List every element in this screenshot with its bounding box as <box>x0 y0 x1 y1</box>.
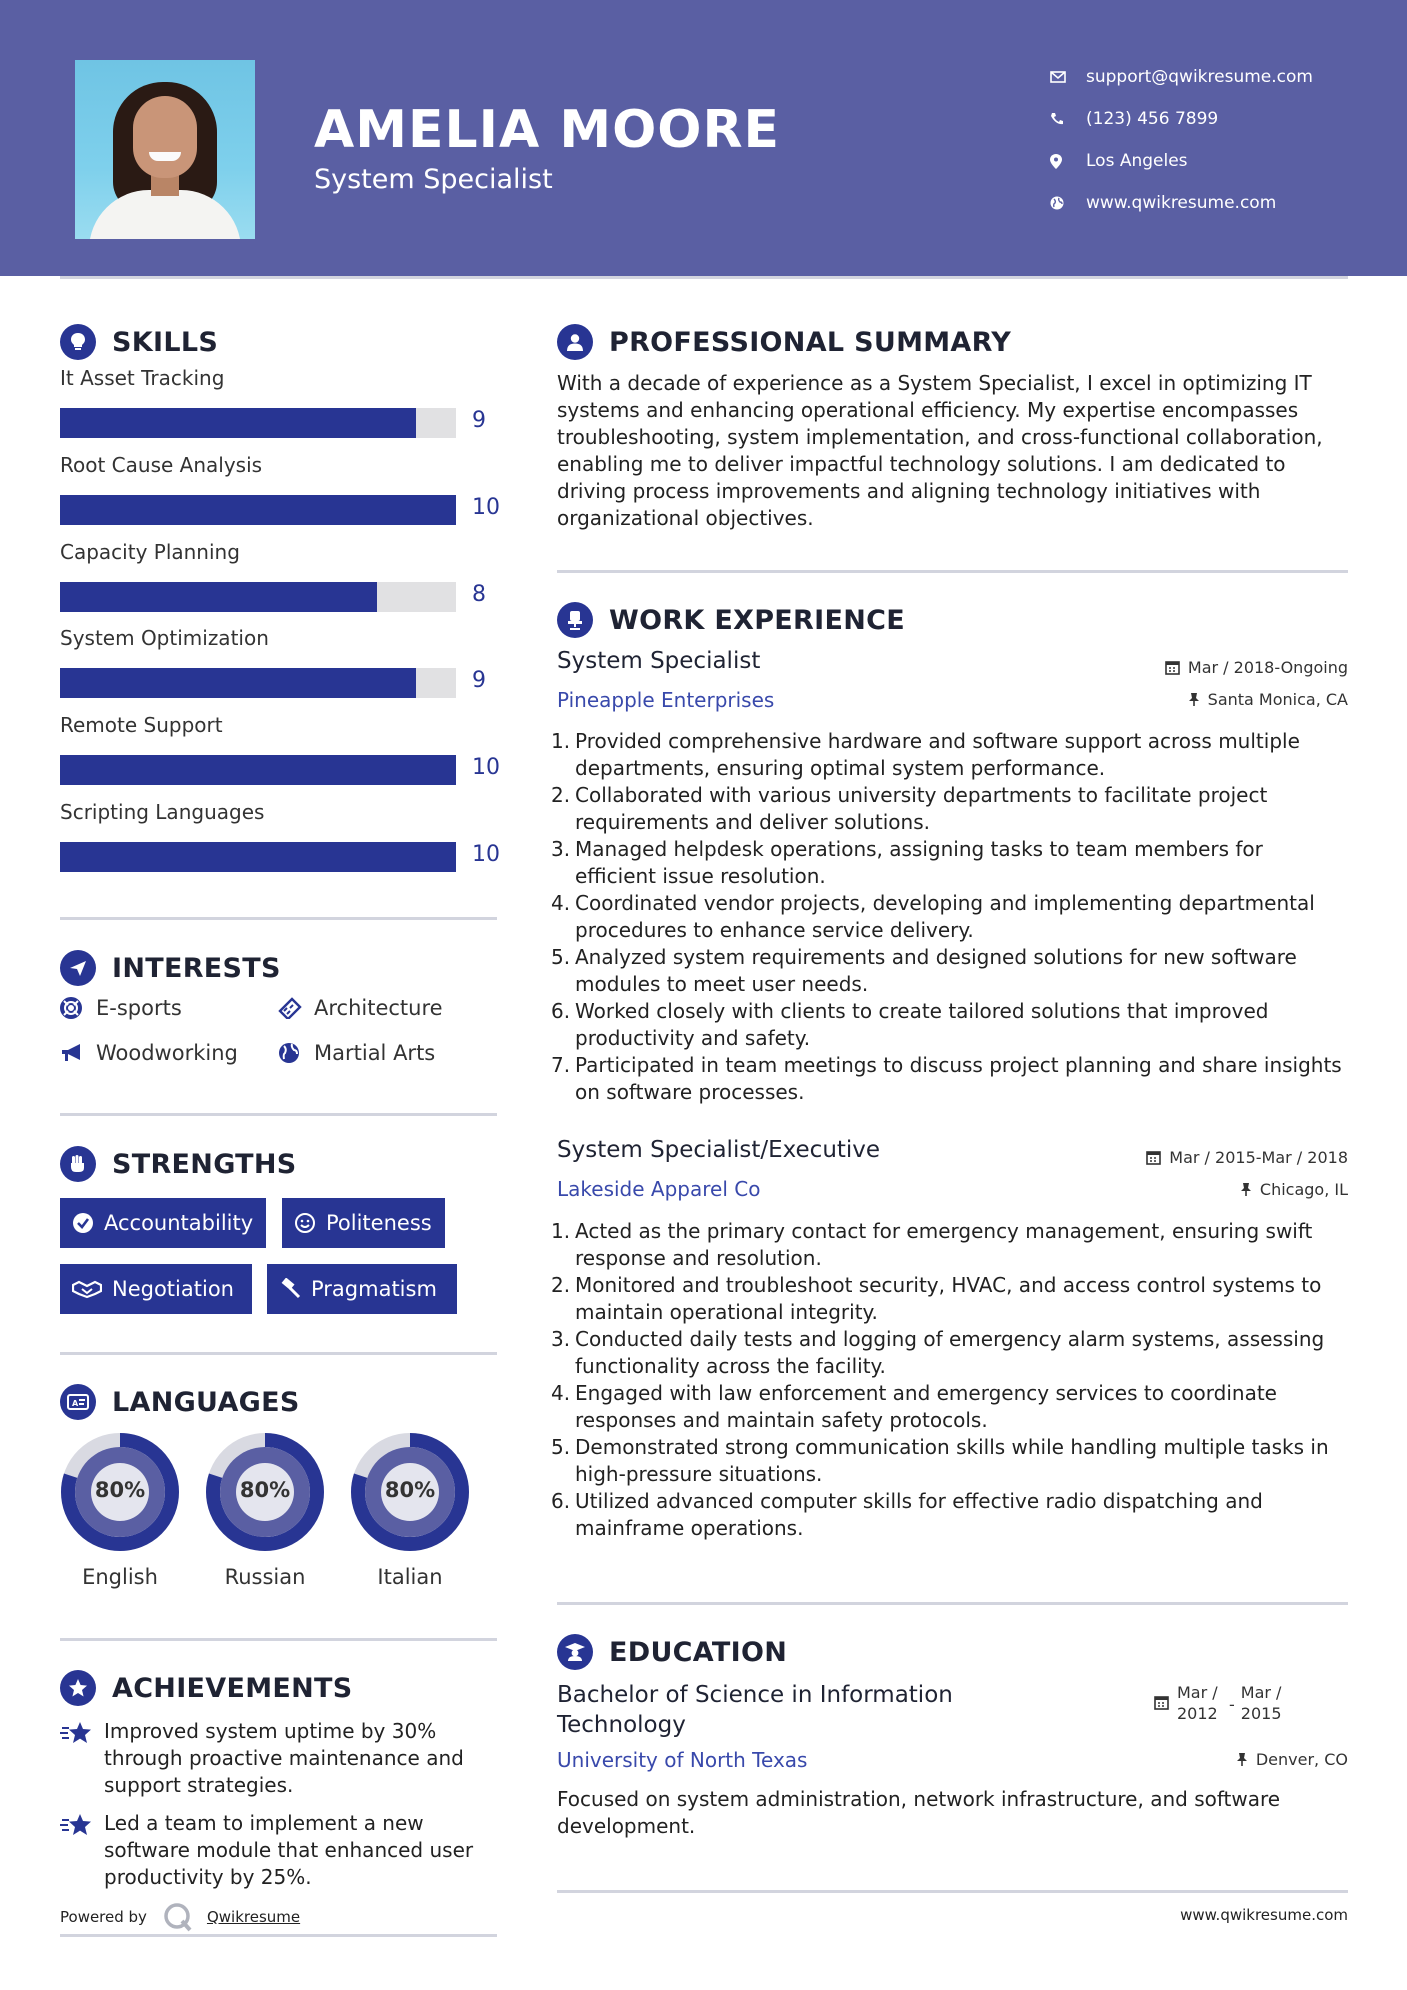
skill-bar-track <box>60 495 456 525</box>
check-circle-icon <box>72 1212 94 1234</box>
job-location: Chicago, IL <box>1240 1180 1348 1199</box>
skill-label: Capacity Planning <box>60 540 240 564</box>
language-percent: 80% <box>384 1478 436 1502</box>
duty-item: 6. Worked closely with clients to create tailored solutions that improved productivity and safety. <box>551 999 1269 1050</box>
interest-item: Architecture <box>278 996 443 1020</box>
duty-item: 3. Managed helpdesk operations, assigning tasks to team members for efficient issue resolution. <box>551 837 1263 888</box>
skill-bar-track <box>60 668 456 698</box>
skills-heading: SKILLS <box>60 324 218 360</box>
pushpin-icon <box>1236 1752 1248 1767</box>
user-icon <box>557 324 593 360</box>
duty-item: 6. Utilized advanced computer skills for effective radio dispatching and mainframe operations. <box>551 1489 1263 1540</box>
duty-item: 5. Analyzed system requirements and designed solutions for new software modules to meet user needs. <box>551 945 1297 996</box>
calendar-icon <box>1154 1682 1169 1724</box>
job-duties <box>551 1218 1348 1542</box>
languages-heading: A LANGUAGES <box>60 1384 300 1420</box>
interest-item: Woodworking <box>60 1041 238 1065</box>
languages-divider <box>60 1638 497 1641</box>
skill-bar-track <box>60 582 456 612</box>
star-badge-icon <box>60 1670 96 1706</box>
calendar-icon <box>1146 1150 1161 1165</box>
language-card-icon <box>60 1384 96 1420</box>
lightbulb-icon <box>60 324 96 360</box>
education-description: Focused on system administration, network infrastructure, and software development. <box>557 1787 1281 1838</box>
footer-url[interactable]: www.qwikresume.com <box>1180 1906 1348 1924</box>
candidate-name: AMELIA MOORE <box>314 100 781 160</box>
svg-text:A: A <box>72 1399 79 1408</box>
skill-score: 8 <box>472 582 486 607</box>
education-dates: Mar / 2012 - Mar / 2015 <box>1154 1682 1287 1724</box>
candidate-title: System Specialist <box>314 164 553 195</box>
skill-bar-fill <box>60 582 377 612</box>
summary-divider <box>557 570 1348 573</box>
language-percent: 80% <box>94 1478 146 1502</box>
job-duties <box>551 728 1348 1106</box>
contact-location <box>1050 140 1313 182</box>
strength-tag: Negotiation <box>60 1264 252 1314</box>
duty-item: 3. Conducted daily tests and logging of emergency alarm systems, assessing functionality across the facility. <box>551 1327 1325 1378</box>
skill-bar-fill <box>60 755 456 785</box>
language-ring <box>349 1431 471 1553</box>
skill-bar-track <box>60 842 456 872</box>
powered-by: Powered by Qwikresume <box>60 1902 300 1932</box>
company-name: Pineapple Enterprises <box>557 688 775 712</box>
duty-item: 5. Demonstrated strong communication skills while handling multiple tasks in high-pressure situations. <box>551 1435 1329 1486</box>
contact-website[interactable] <box>1050 182 1313 224</box>
duty-item: 1. Provided comprehensive hardware and software support across multiple departments, ensuring optimal system performance. <box>551 729 1300 780</box>
raised-fist-icon <box>60 1146 96 1182</box>
gavel-icon <box>279 1278 301 1300</box>
strength-tag: Accountability <box>60 1198 266 1248</box>
interests-divider <box>60 1113 497 1116</box>
contact-website-text: www.qwikresume.com <box>1086 193 1277 213</box>
language-name: Italian <box>377 1565 443 1589</box>
calendar-icon <box>1165 660 1180 675</box>
skill-score: 10 <box>472 495 500 520</box>
contact-phone-text: (123) 456 7899 <box>1086 109 1219 129</box>
header-divider <box>60 276 1348 279</box>
profile-photo <box>75 60 255 239</box>
experience-heading: WORK EXPERIENCE <box>557 602 905 638</box>
interests-heading: INTERESTS <box>60 950 281 986</box>
megaphone-icon <box>60 1043 96 1063</box>
skill-bar-track <box>60 408 456 438</box>
degree-title: Bachelor of Science in Information Technology <box>557 1682 953 1738</box>
smiley-icon <box>294 1212 316 1234</box>
language-ring <box>204 1431 326 1553</box>
interest-item: E-sports <box>60 996 182 1020</box>
skills-divider <box>60 917 497 920</box>
pushpin-icon <box>1188 692 1200 707</box>
job-location: Santa Monica, CA <box>1188 690 1348 709</box>
skill-score: 10 <box>472 842 500 867</box>
skill-bar-fill <box>60 495 456 525</box>
job-dates: Mar / 2015-Mar / 2018 <box>1146 1148 1348 1167</box>
strength-tag: Politeness <box>282 1198 445 1248</box>
duty-item: 7. Participated in team meetings to discuss project planning and share insights on software processes. <box>551 1053 1342 1104</box>
skill-score: 9 <box>472 668 486 693</box>
education-heading: EDUCATION <box>557 1634 787 1670</box>
language-ring <box>59 1431 181 1553</box>
education-location: Denver, CO <box>1236 1750 1348 1769</box>
contact-location-text: Los Angeles <box>1086 151 1188 171</box>
skill-label: System Optimization <box>60 626 269 650</box>
contact-email[interactable] <box>1050 56 1313 98</box>
language-name: Russian <box>224 1565 306 1589</box>
strength-tag: Pragmatism <box>267 1264 457 1314</box>
qwikresume-link[interactable]: Qwikresume <box>206 1908 301 1926</box>
envelope-icon <box>1050 71 1086 83</box>
job-title: System Specialist/Executive <box>557 1137 881 1163</box>
globe-icon <box>278 1042 314 1064</box>
education-divider <box>557 1890 1348 1893</box>
job-title: System Specialist <box>557 648 761 674</box>
language-percent: 80% <box>239 1478 291 1502</box>
skill-label: Scripting Languages <box>60 800 265 824</box>
skill-score: 10 <box>472 755 500 780</box>
achievement-item: Led a team to implement a new software module that enhanced user productivity by 25%. <box>60 1810 510 1891</box>
office-chair-icon <box>557 602 593 638</box>
interest-item: Martial Arts <box>278 1041 435 1065</box>
duty-item: 4. Coordinated vendor projects, developing and implementing departmental procedures to enhance service delivery. <box>551 891 1315 942</box>
qwikresume-logo-icon <box>163 1902 193 1932</box>
language-name: English <box>82 1565 158 1589</box>
contact-list <box>1050 56 1313 224</box>
globe-icon <box>1050 196 1086 210</box>
paper-plane-icon <box>60 950 96 986</box>
ruler-pencil-icon <box>278 997 314 1019</box>
skill-bar-fill <box>60 842 456 872</box>
summary-heading: PROFESSIONAL SUMMARY <box>557 324 1011 360</box>
skill-label: Root Cause Analysis <box>60 453 263 477</box>
duty-item: 4. Engaged with law enforcement and emergency services to coordinate responses and maintain safety protocols. <box>551 1381 1277 1432</box>
skill-label: Remote Support <box>60 713 223 737</box>
contact-phone[interactable] <box>1050 98 1313 140</box>
skill-bar-fill <box>60 408 416 438</box>
summary-text: With a decade of experience as a System Specialist, I excel in optimizing IT systems and enhancing operational efficiency. My expertise encompasses troubleshooting, system implementation, and cross-functional collaboration, enabling me to deliver impactful technology solutions. I am dedicated to driving process improvements and aligning technology initiatives with organizational objectives. <box>557 371 1323 530</box>
job-dates: Mar / 2018-Ongoing <box>1165 658 1348 677</box>
skill-label: It Asset Tracking <box>60 366 225 390</box>
skill-score: 9 <box>472 408 486 433</box>
achievement-item: Improved system uptime by 30% through proactive maintenance and support strategies. <box>60 1718 510 1799</box>
stars-icon <box>60 1718 104 1799</box>
graduate-icon <box>557 1634 593 1670</box>
location-pin-icon <box>1050 154 1086 169</box>
contact-email-text: support@qwikresume.com <box>1086 67 1313 87</box>
company-name: Lakeside Apparel Co <box>557 1177 761 1201</box>
stars-icon <box>60 1810 104 1891</box>
duty-item: 2. Collaborated with various university departments to facilitate project requirements and deliver solutions. <box>551 783 1268 834</box>
skill-bar-fill <box>60 668 416 698</box>
lifebuoy-icon <box>60 997 96 1019</box>
pushpin-icon <box>1240 1182 1252 1197</box>
school-name: University of North Texas <box>557 1748 808 1772</box>
phone-icon <box>1050 112 1086 126</box>
strengths-divider <box>60 1352 497 1355</box>
resume-header <box>0 0 1407 276</box>
duty-item: 1. Acted as the primary contact for emergency management, ensuring swift response and resolution. <box>551 1219 1313 1270</box>
experience-divider <box>557 1602 1348 1605</box>
duty-item: 2. Monitored and troubleshoot security, HVAC, and access control systems to maintain operational integrity. <box>551 1273 1322 1324</box>
footer-left-divider <box>60 1934 497 1937</box>
strengths-heading: STRENGTHS <box>60 1146 297 1182</box>
skill-bar-track <box>60 755 456 785</box>
achievements-heading: ACHIEVEMENTS <box>60 1670 353 1706</box>
handshake-icon <box>72 1279 102 1299</box>
